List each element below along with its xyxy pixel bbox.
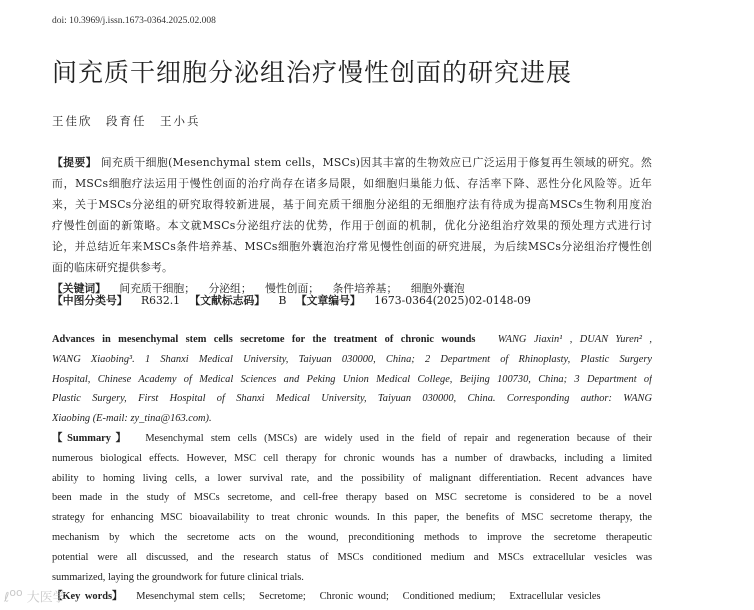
abstract-line: 而，MSCs细胞疗法运用于慢性创面的治疗尚存在诸多局限，如细胞归巢能力低、存活率下降、恶性分化风险等。近年 — [52, 177, 652, 190]
doc-code-value: B — [278, 294, 287, 307]
summary-label: 【Summary】 — [52, 432, 131, 444]
abstract-line: 论，并总结近年来MSCs条件培养基、MSCs细胞外囊泡治疗常见慢性创面的研究进展，为后续MSCs分泌组治疗慢性创 — [52, 240, 652, 253]
watermark-text: 大医学 — [26, 590, 66, 606]
summary-line: strategy for enhancing MSC bioavailability to treat chronic wounds. In this paper, the benefits of MSC secretome therapy, the — [52, 512, 652, 524]
abstract-label: 【提要】 — [52, 156, 97, 169]
chinese-abstract — [52, 152, 652, 278]
key-words-label: 【Key words】 — [52, 591, 123, 603]
abstract-line: 间充质干细胞(Mesenchymal stem cells，MSCs)因其丰富的生物效应已广泛运用于修复再生领域的研究。然 — [100, 156, 652, 169]
english-authors: WANG Jiaxin¹ , DUAN Yuren² , — [497, 334, 652, 345]
classification-line — [52, 290, 531, 311]
article-number-value: 1673-0364(2025)02-0148-09 — [374, 294, 531, 307]
authors: 王佳欣 段育任 王小兵 — [52, 114, 201, 128]
affiliation-line: Plastic Surgery, First Hospital of Shanxi Medical University, Taiyuan 030000, China. Corresponding author: WANG — [52, 393, 652, 405]
abstract-line: 来，关于MSCs分泌组的研究取得较新进展，基于间充质干细胞分泌组的无细胞疗法有待成为提高MSCs生物利用度治 — [52, 198, 652, 211]
summary-line: summarized, laying the groundwork for future clinical trials. — [52, 571, 304, 583]
abstract-line: 疗慢性创面的新策略。本文就MSCs分泌组疗法的优势，作用于创面的机制，优化分泌组治疗效果的预处理方式进行讨 — [52, 219, 652, 232]
classification-value: R632.1 — [141, 294, 181, 307]
english-abstract — [52, 330, 652, 607]
affiliation-line: WANG Xiaobing³. 1 Shanxi Medical University, Taiyuan 030000, China; 2 Department of Rhinoplasty, Plastic Surgery — [52, 353, 652, 365]
classification-label: 【中图分类号】 — [52, 294, 128, 307]
summary-line: potential were all discussed, and the research status of MSCs conditioned medium and MSCs extracellular vesicles was — [52, 551, 652, 563]
watermark-logo: ℓ$^{oo}$ 大医学 — [4, 586, 66, 606]
keyword-en: Chronic wound; — [319, 591, 389, 603]
keyword: 条件培养基； — [332, 282, 398, 295]
keyword: 细胞外囊泡 — [410, 282, 465, 295]
keyword-en: Secretome; — [259, 591, 306, 603]
abstract-line: 面的临床研究提供参考。 — [52, 261, 173, 274]
summary-line: Mesenchymal stem cells (MSCs) are widely used in the field of repair and regeneration because of their — [145, 432, 652, 444]
english-title: Advances in mesenchymal stem cells secretome for the treatment of chronic wounds — [52, 334, 476, 345]
keyword: 分泌组； — [208, 282, 252, 295]
keyword: 慢性创面； — [265, 282, 320, 295]
keyword-en: Mesenchymal stem cells; — [136, 591, 246, 603]
affiliation-line: Xiaobing (E-mail: zy_tina@163.com). — [52, 413, 212, 425]
keyword: 间充质干细胞； — [119, 282, 195, 295]
affiliation-line: Hospital, Chinese Academy of Medical Sciences and Peking Union Medical College, Beijing 100730, China; 3 Department of — [52, 373, 652, 385]
summary-line: mechanism by which the secretome acts on the wound, preconditioning methods to improve the secretome therapeutic — [52, 531, 652, 543]
keyword-en: Extracellular vesicles — [509, 591, 601, 603]
doi: doi: 10.3969/j.issn.1673-0364.2025.02.008 — [52, 16, 216, 26]
paper-title: 间充质干细胞分泌组治疗慢性创面的研究进展 — [52, 58, 573, 87]
doc-code-label: 【文献标志码】 — [189, 294, 266, 307]
keywords-label: 【关键词】 — [52, 282, 106, 295]
summary-line: ability to homing living cells, a lower survival rate, and the possibility of malignant differentiation. Recent advances have — [52, 472, 652, 484]
summary-line: been made in the study of MSCs secretome, and cell-free therapy based on MSC secretome is considered to be a novel — [52, 492, 652, 504]
keyword-en: Conditioned medium; — [402, 591, 496, 603]
summary-line: numerous biological effects. However, MSC cell therapy for chronic wounds has a number of drawbacks, including a limited — [52, 452, 652, 464]
article-number-label: 【文章编号】 — [295, 294, 361, 307]
